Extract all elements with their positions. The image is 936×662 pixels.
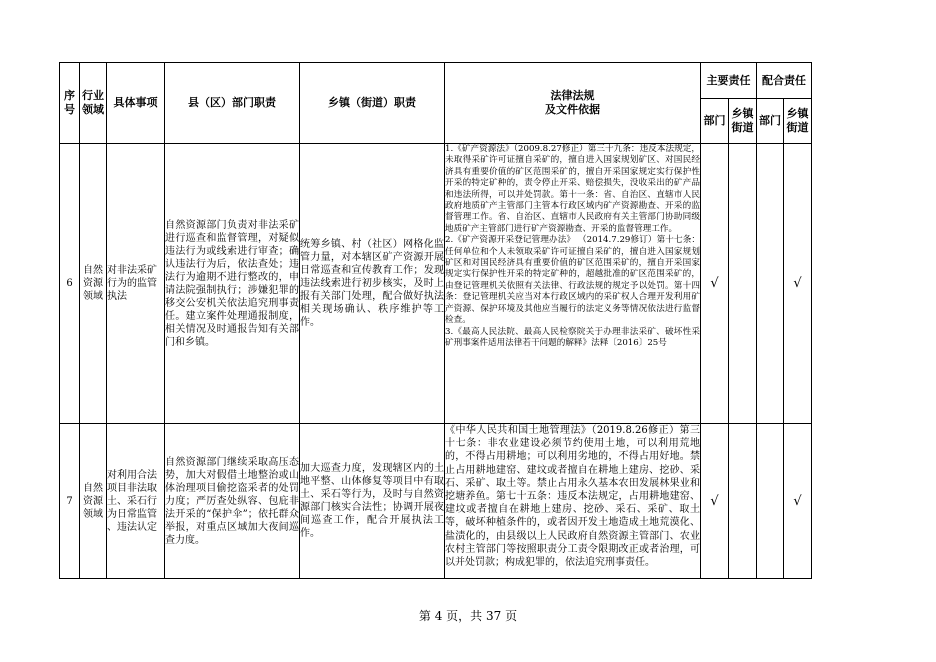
row-law-basis: 1.《矿产资源法》（2009.8.27修正）第三十九条：违反本法规定，未取得采矿许可证擅自采矿的，擅自进入国家规划矿区、对国民经济具有重要价值的矿区范围采矿的，擅自开采国家规定实行保护性开采的特定矿种的，责令停止开采、赔偿损失，没收采出的矿产品和违法所得，可以并处罚款。第十一条：省、自治区、直辖市人民政府地质矿产主管部门主管本行政区域内矿产资源勘查、开采的监督管理工作。省、自治区、直辖市人民政府有关主管部门协助同级地质矿产主管部门进行矿产资源勘查、开采的监督管理工作。 2.《矿产资源开采登记管理办法》 （2014.7.29修订）第十七条：任何单位和个人未领取采矿许可证擅自采矿的，擅自进入国家规划矿区和对国民经济具有重要价值的矿区范围采矿的，擅自开采国家规定实行保护性开采的特定矿种的，超越批准的矿区范围采矿的，由登记管理机关依照有关法律、行政法规的规定予以处罚。第十四条：登记管理机关应当对本行政区域内的采矿权人合理开发利用矿产资源、保护环境及其他应当履行的法定义务等情况依法进行监督检查。 3.《最高人民法院、最高人民检察院关于办理非法采矿、破坏性采矿刑事案件适用法律若干问题的解释》法释〔2016〕25号	[445, 144, 701, 424]
check-coop-dept	[757, 424, 784, 579]
row-seq: 6	[60, 144, 80, 424]
check-coop-town: √	[784, 144, 812, 424]
row-county-duty: 自然资源部门继续采取高压态势，加大对假借土地整治或山体治理项目偷挖盗采者的处罚力度；严厉查处纵容、包庇非法开采的“保护伞”；依托群众举报，对重点区域加大夜间巡查力度。	[165, 424, 300, 579]
header-coop-dept: 部门	[757, 99, 784, 144]
row-industry: 自然 资源 领域	[80, 144, 107, 424]
row-matter: 对利用合法 项目非法取 土、采石行 为日常监管 、违法认定	[107, 424, 165, 579]
responsibility-table	[59, 62, 812, 579]
row-township-duty: 加大巡查力度，发现辖区内的土地平整、山体修复等项目中有取土、采石等行为，及时与自然资源部门核实合法性；协调开展夜间巡查工作，配合开展执法工作。	[300, 424, 445, 579]
header-coop-responsibility: 配合责任	[757, 63, 812, 99]
check-main-dept: √	[701, 144, 729, 424]
header-township: 乡镇（街道）职责	[300, 63, 445, 144]
row-township-duty: 统筹乡镇、村（社区）网格化监管力量，对本辖区矿产资源开展日常巡查和宣传教育工作；发现违法线索进行初步核实，及时上报有关部门处理，配合做好执法相关现场确认、秩序维护等工作。	[300, 144, 445, 424]
header-main-dept: 部门	[701, 99, 729, 144]
header-law: 法律法规 及文件依据	[445, 63, 701, 144]
row-seq: 7	[60, 424, 80, 579]
row-county-duty: 自然资源部门负责对非法采矿进行巡查和监督管理，对疑似违法行为或线索进行审查；确认违法行为后，依法查处；违法行为逾期不进行整改的，申请法院强制执行；涉嫌犯罪的移交公安机关依法追究刑事责任。建立案件处理通报制度，相关情况及时通报告知有关部门和乡镇。	[165, 144, 300, 424]
header-seq: 序 号	[60, 63, 80, 144]
header-matter: 具体事项	[107, 63, 165, 144]
check-coop-dept	[757, 144, 784, 424]
page-footer: 第 4 页，共 37 页	[418, 609, 518, 623]
header-industry: 行业 领域	[80, 63, 107, 144]
table-row	[60, 144, 812, 424]
row-matter: 对非法采矿 行为的监管 执法	[107, 144, 165, 424]
header-coop-town: 乡镇 街道	[784, 99, 812, 144]
header-main-town: 乡镇 街道	[729, 99, 757, 144]
check-main-town	[729, 424, 757, 579]
header-county: 县（区）部门职责	[165, 63, 300, 144]
check-main-dept: √	[701, 424, 729, 579]
row-industry: 自然 资源 领域	[80, 424, 107, 579]
check-coop-town: √	[784, 424, 812, 579]
check-main-town	[729, 144, 757, 424]
table-row	[60, 424, 812, 579]
row-law-basis: 《中华人民共和国土地管理法》（2019.8.26修正）第三十七条：非农业建设必须节约使用土地，可以利用荒地的，不得占用耕地；可以利用劣地的，不得占用好地。禁止占用耕地建窑、建坟或者擅自在耕地上建房、挖砂、采石、采矿、取土等。禁止占用永久基本农田发展林果业和挖塘养鱼。第七十五条：违反本法规定，占用耕地建窑、建坟或者擅自在耕地上建房、挖砂、采石、采矿、取土等，破坏种植条件的，或者因开发土地造成土地荒漠化、盐渍化的，由县级以上人民政府自然资源主管部门、农业农村主管部门等按照职责分工责令限期改正或者治理，可以并处罚款；构成犯罪的，依法追究刑事责任。	[445, 424, 701, 579]
header-main-responsibility: 主要责任	[701, 63, 757, 99]
